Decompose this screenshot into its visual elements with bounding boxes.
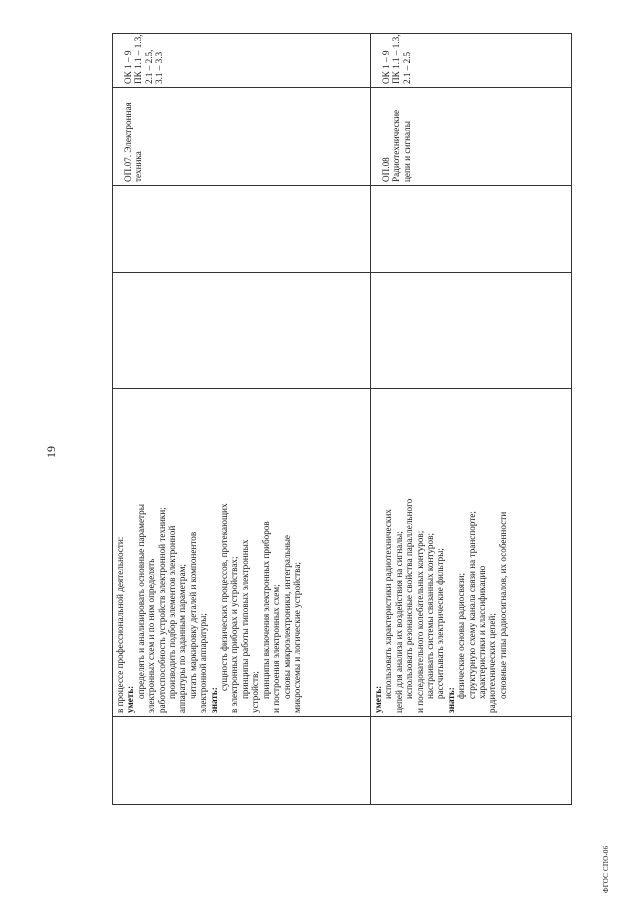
empty-cell	[112, 273, 370, 389]
empty-cell	[112, 186, 370, 273]
skill-item: и последовательного колебательных контуров;	[414, 530, 425, 713]
requirements-cell	[112, 389, 370, 717]
discipline-cell	[370, 88, 572, 186]
page-number: 19	[44, 446, 58, 458]
competency-code: ОК 1 – 9	[123, 50, 133, 84]
skill-item: производить подбор элементов электронной	[167, 525, 178, 699]
skill-item: работоспособность устройств электронной техники;	[156, 507, 167, 713]
knowledge-item: сущность физических процессов, протекающих	[219, 503, 230, 691]
index-cell	[112, 717, 370, 805]
knowledge-item: устройств;	[250, 671, 261, 713]
skills-heading: уметь:	[373, 685, 383, 713]
competencies-cell	[112, 33, 370, 88]
knowledge-heading: знать:	[445, 687, 456, 713]
discipline-name: техника	[133, 151, 144, 182]
knowledge-item: основы микроэлектроники, интегральные	[281, 534, 292, 699]
skill-item: определять и анализировать основные параметры	[135, 504, 146, 699]
table-row	[370, 33, 572, 805]
knowledge-item: и построения электронных схем;	[271, 584, 282, 713]
discipline-name: ОП.07. Электронная	[123, 102, 133, 182]
knowledge-item: радиотехнических цепей;	[487, 613, 498, 713]
discipline-name: ОП.08	[381, 157, 391, 182]
knowledge-item: принципы включения электронных приборов	[260, 521, 271, 699]
knowledge-item: структурную схему канала связи на транспорте;	[466, 511, 477, 699]
competency-code: 3.1 – 3.3	[154, 51, 165, 84]
knowledge-item: основные типы радиосигналов, их особенности	[497, 511, 508, 699]
skill-item: электронной аппаратуры;	[198, 613, 209, 713]
competency-code: ПК 1.1 – 1.3,	[133, 34, 144, 84]
discipline-name: цепи и сигналы	[401, 121, 412, 182]
competency-code: 2.1 – 2.5	[401, 51, 412, 84]
skill-item: электронных схем и по ним определять	[146, 558, 157, 713]
knowledge-item: в электронных приборах и устройствах;	[229, 556, 240, 713]
index-cell	[370, 717, 572, 805]
empty-cell	[370, 273, 572, 389]
competency-code: 2.1 – 2.5,	[143, 49, 154, 84]
requirements-header: в процессе профессиональной деятельности:	[115, 536, 125, 713]
skill-item: настраивать системы связанных контуров;	[425, 533, 436, 699]
skill-item: использовать резонансные свойства параллельного	[404, 498, 415, 699]
skill-item: читать маркировку деталей и компонентов	[187, 531, 198, 699]
empty-cell	[370, 186, 572, 273]
knowledge-heading: знать:	[208, 687, 219, 713]
discipline-cell	[112, 88, 370, 186]
skill-item: аппаратуры по заданным параметрам;	[177, 564, 188, 713]
competencies-cell	[370, 33, 572, 88]
knowledge-item: характеристики и классификацию	[477, 565, 488, 699]
knowledge-item: физические основы радиосвязи;	[456, 572, 467, 699]
skill-item: рассчитывать электрические фильтры;	[435, 548, 446, 699]
requirements-cell	[370, 389, 572, 717]
skills-heading: уметь:	[125, 685, 136, 713]
form-code: ФГОС СПО-06	[602, 845, 610, 893]
competency-code: ОК 1 – 9	[381, 50, 391, 84]
curriculum-table	[112, 33, 572, 805]
knowledge-item: принципы работы типовых электронных	[239, 539, 250, 699]
knowledge-item: микросхемы и логические устройства;	[291, 562, 302, 713]
competency-code: ПК 1.1 – 1.3,	[391, 34, 402, 84]
skill-item: использовать характеристики радиотехнических	[383, 509, 394, 699]
skill-item: цепей для анализа их воздействия на сигналы;	[393, 531, 404, 713]
table-row	[112, 33, 370, 805]
discipline-name: Радиотехнические	[391, 109, 402, 182]
